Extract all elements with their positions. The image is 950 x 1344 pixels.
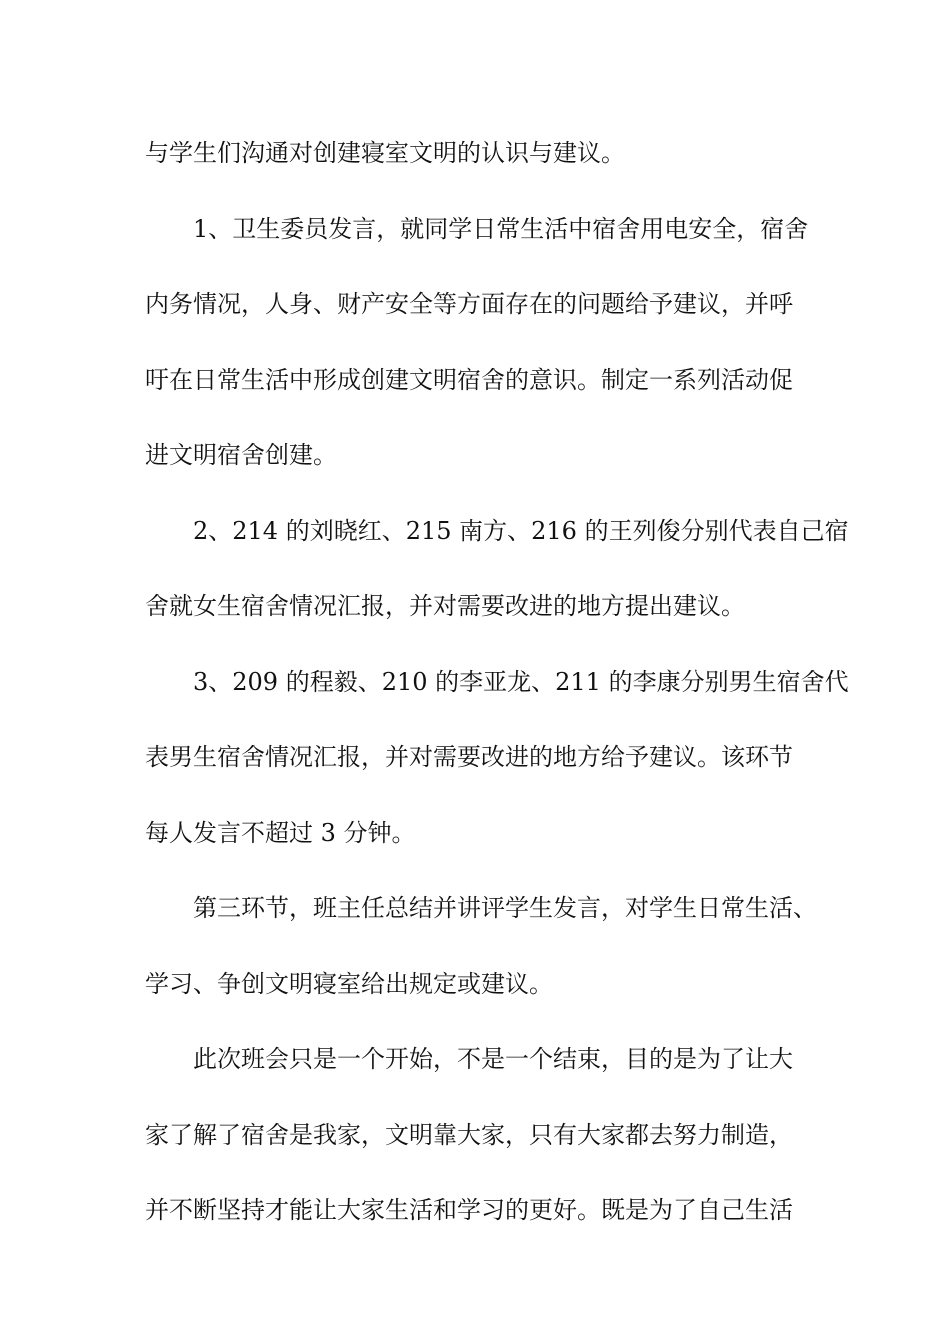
text-line-14: 家了解了宿舍是我家，文明靠大家，只有大家都去努力制造， — [145, 1120, 793, 1149]
text-line-12: 学习、争创文明寝室给出规定或建议。 — [145, 969, 553, 998]
text-line-13: 此次班会只是一个开始，不是一个结束，目的是为了让大 — [193, 1045, 793, 1073]
text-line-6: 2、214 的刘晓红、215 南方、216 的王列俊分别代表自己宿 — [193, 516, 849, 545]
text-line-5: 进文明宿舍创建。 — [145, 441, 337, 469]
text-line-7: 舍就女生宿舍情况汇报，并对需要改进的地方提出建议。 — [145, 592, 745, 620]
text-line-8: 3、209 的程毅、210 的李亚龙、211 的李康分别男生宿舍代 — [193, 667, 849, 696]
text-line-15: 并不断坚持才能让大家生活和学习的更好。既是为了自己生活 — [145, 1196, 793, 1224]
text-line-4: 吁在日常生活中形成创建文明宿舍的意识。制定一系列活动促 — [145, 365, 793, 394]
text-line-3: 内务情况，人身、财产安全等方面存在的问题给予建议，并呼 — [145, 290, 793, 318]
text-line-1: 与学生们沟通对创建寝室文明的认识与建议。 — [145, 139, 625, 167]
text-line-2: 1、卫生委员发言，就同学日常生活中宿舍用电安全，宿舍 — [193, 214, 809, 243]
text-line-10: 每人发言不超过 3 分钟。 — [145, 818, 416, 847]
text-line-11: 第三环节，班主任总结并讲评学生发言，对学生日常生活、 — [193, 894, 817, 922]
text-line-9: 表男生宿舍情况汇报，并对需要改进的地方给予建议。该环节 — [145, 743, 793, 771]
document-body — [145, 128, 849, 1261]
